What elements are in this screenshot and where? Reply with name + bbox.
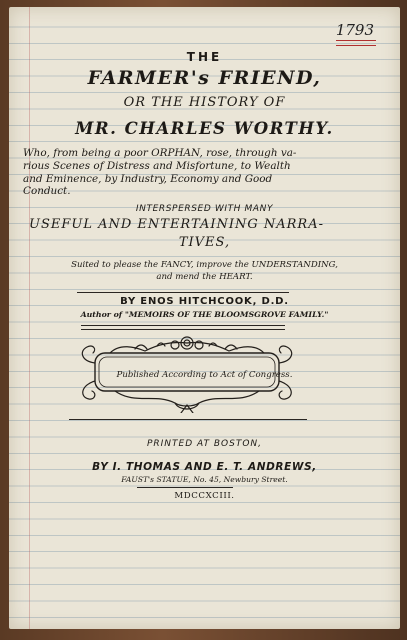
rule-below-author xyxy=(81,325,285,326)
author-name: BY ENOS HITCHCOOK, D.D. xyxy=(120,296,289,307)
imprint-printed-at: PRINTED AT BOSTON, xyxy=(146,439,263,449)
title-or-history: OR THE HISTORY OF xyxy=(123,95,286,110)
description-line-1: Who, from being a poor ORPHAN, rose, through va- xyxy=(23,147,297,159)
narratives-line-2: TIVES, xyxy=(178,235,231,250)
rule-above-author xyxy=(77,292,289,293)
rule-under-address xyxy=(137,487,233,488)
imprint-printers: BY I. THOMAS AND E. T. ANDREWS, xyxy=(92,461,317,473)
imprint-address: FAUST's STATUE, No. 45, Newbury Street. xyxy=(121,475,288,484)
imprint-year: MDCCXCIII. xyxy=(174,491,235,501)
cartouche-text: Published According to Act of Congress. xyxy=(116,370,293,380)
title-main: FARMER's FRIEND, xyxy=(87,67,322,89)
description-line-4: Conduct. xyxy=(23,185,71,197)
purpose-line-2: and mend the HEART. xyxy=(156,272,253,282)
page-number-underline xyxy=(336,40,376,46)
description-line-3: and Eminence, by Industry, Economy and Good xyxy=(23,173,273,185)
interspersed-text: INTERSPERSED WITH MANY xyxy=(135,204,274,214)
notebook-page xyxy=(9,7,400,629)
page-number: 1793 xyxy=(335,21,374,39)
narratives-line-1: USEFUL AND ENTERTAINING NARRA- xyxy=(29,217,325,232)
rule-below-author-2 xyxy=(81,329,285,330)
description-line-2: rious Scenes of Distress and Misfortune, to Wealth xyxy=(23,160,291,172)
rule-above-imprint xyxy=(69,419,307,420)
purpose-line-1: Suited to please the FANCY, improve the UNDERSTANDING, xyxy=(71,260,338,270)
title-the: THE xyxy=(186,50,223,64)
title-charles-worthy: MR. CHARLES WORTHY. xyxy=(75,119,334,138)
author-credit: Author of "MEMOIRS OF THE BLOOMSGROVE FAMILY." xyxy=(80,310,329,319)
